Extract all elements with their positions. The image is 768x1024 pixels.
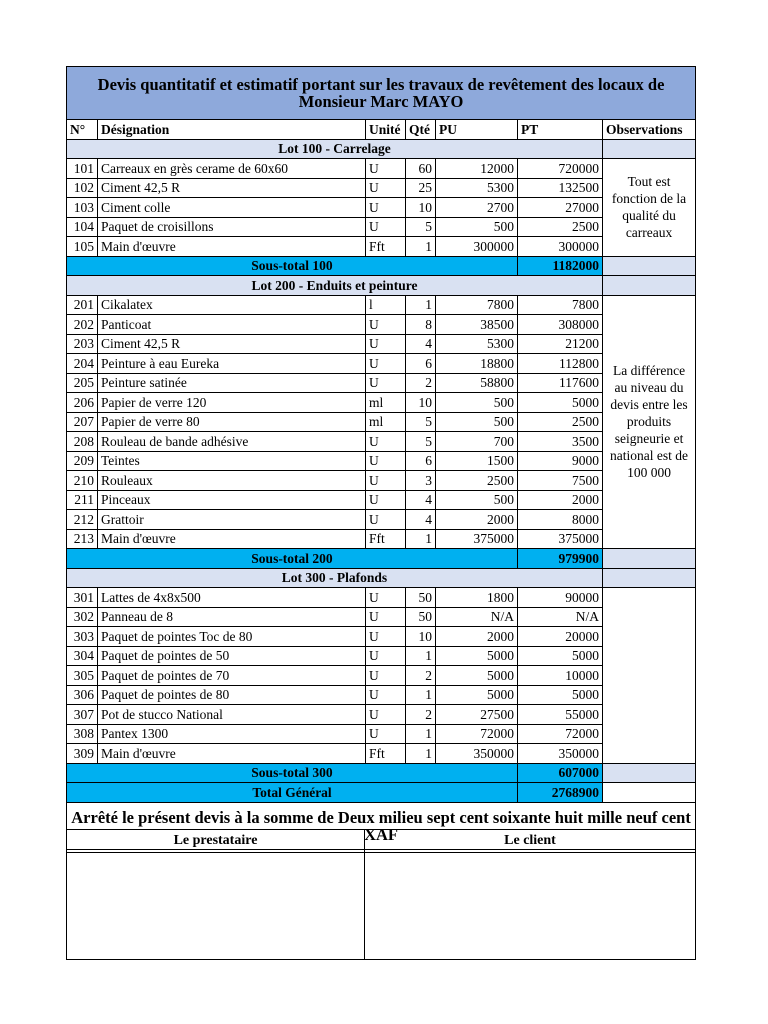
item-number: 202 xyxy=(67,315,98,335)
item-number: 208 xyxy=(67,432,98,452)
lot-observation-spacer xyxy=(603,139,696,159)
subtotal-value: 1182000 xyxy=(518,256,603,276)
subtotal-label: Sous-total 100 xyxy=(67,256,518,276)
item-quantity: 5 xyxy=(406,432,436,452)
item-number: 104 xyxy=(67,217,98,237)
item-number: 309 xyxy=(67,744,98,764)
col-header-designation: Désignation xyxy=(98,120,366,140)
item-designation: Lattes de 4x8x500 xyxy=(98,588,366,608)
item-designation: Main d'œuvre xyxy=(98,237,366,257)
item-number: 304 xyxy=(67,646,98,666)
item-quantity: 10 xyxy=(406,393,436,413)
table-row xyxy=(67,412,696,432)
table-row xyxy=(67,529,696,549)
item-unit-price: 500 xyxy=(436,490,518,510)
item-designation: Teintes xyxy=(98,451,366,471)
table-row xyxy=(67,198,696,218)
item-unit-price: 375000 xyxy=(436,529,518,549)
table-row xyxy=(67,373,696,393)
signature-table xyxy=(66,829,696,960)
table-row xyxy=(67,217,696,237)
item-number: 301 xyxy=(67,588,98,608)
item-total-price: 8000 xyxy=(518,510,603,530)
table-row xyxy=(67,588,696,608)
table-row xyxy=(67,705,696,725)
item-quantity: 1 xyxy=(406,295,436,315)
item-designation: Main d'œuvre xyxy=(98,744,366,764)
item-designation: Ciment 42,5 R xyxy=(98,178,366,198)
item-unit-price: 5300 xyxy=(436,334,518,354)
item-total-price: 117600 xyxy=(518,373,603,393)
item-quantity: 60 xyxy=(406,159,436,179)
item-unit-price: 2000 xyxy=(436,510,518,530)
item-unit-price: 500 xyxy=(436,217,518,237)
item-designation: Peinture à eau Eureka xyxy=(98,354,366,374)
item-unit-price: 2700 xyxy=(436,198,518,218)
item-quantity: 5 xyxy=(406,217,436,237)
item-unit-price: 300000 xyxy=(436,237,518,257)
item-quantity: 50 xyxy=(406,607,436,627)
item-total-price: N/A xyxy=(518,607,603,627)
table-row xyxy=(67,627,696,647)
item-designation: Paquet de croisillons xyxy=(98,217,366,237)
grand-total-row xyxy=(67,783,696,803)
item-unit: ml xyxy=(366,393,406,413)
item-total-price: 350000 xyxy=(518,744,603,764)
item-unit-price: N/A xyxy=(436,607,518,627)
item-designation: Panneau de 8 xyxy=(98,607,366,627)
client-signature-box xyxy=(365,853,696,960)
item-unit: U xyxy=(366,334,406,354)
item-unit-price: 2500 xyxy=(436,471,518,491)
item-quantity: 4 xyxy=(406,334,436,354)
item-unit-price: 12000 xyxy=(436,159,518,179)
table-row xyxy=(67,510,696,530)
table-row xyxy=(67,178,696,198)
item-number: 308 xyxy=(67,724,98,744)
item-total-price: 2500 xyxy=(518,217,603,237)
item-unit: U xyxy=(366,451,406,471)
item-unit-price: 5000 xyxy=(436,666,518,686)
item-unit: U xyxy=(366,159,406,179)
item-unit: U xyxy=(366,315,406,335)
table-row xyxy=(67,666,696,686)
item-quantity: 8 xyxy=(406,315,436,335)
item-unit-price: 27500 xyxy=(436,705,518,725)
item-designation: Pot de stucco National xyxy=(98,705,366,725)
provider-signature-label: Le prestataire xyxy=(67,830,365,853)
item-designation: Rouleau de bande adhésive xyxy=(98,432,366,452)
item-total-price: 55000 xyxy=(518,705,603,725)
item-unit-price: 1800 xyxy=(436,588,518,608)
item-total-price: 5000 xyxy=(518,685,603,705)
item-unit-price: 18800 xyxy=(436,354,518,374)
item-number: 212 xyxy=(67,510,98,530)
item-total-price: 2500 xyxy=(518,412,603,432)
item-number: 203 xyxy=(67,334,98,354)
item-number: 101 xyxy=(67,159,98,179)
lot-title: Lot 100 - Carrelage xyxy=(67,139,603,159)
item-number: 303 xyxy=(67,627,98,647)
item-total-price: 112800 xyxy=(518,354,603,374)
item-designation: Pantex 1300 xyxy=(98,724,366,744)
item-designation: Panticoat xyxy=(98,315,366,335)
item-number: 306 xyxy=(67,685,98,705)
column-header-row xyxy=(67,120,696,140)
col-header-observations: Observations xyxy=(603,120,696,140)
item-unit-price: 38500 xyxy=(436,315,518,335)
item-quantity: 50 xyxy=(406,588,436,608)
item-unit-price: 700 xyxy=(436,432,518,452)
table-row xyxy=(67,334,696,354)
item-quantity: 1 xyxy=(406,646,436,666)
item-unit: U xyxy=(366,685,406,705)
item-total-price: 90000 xyxy=(518,588,603,608)
item-unit: U xyxy=(366,217,406,237)
document-title: Devis quantitatif et estimatif portant sur les travaux de revêtement des locaux de Monsieur Marc MAYO xyxy=(67,67,696,120)
item-designation: Paquet de pointes Toc de 80 xyxy=(98,627,366,647)
table-row xyxy=(67,393,696,413)
item-unit: U xyxy=(366,471,406,491)
subtotal-label: Sous-total 300 xyxy=(67,763,518,783)
item-designation: Papier de verre 80 xyxy=(98,412,366,432)
item-designation: Paquet de pointes de 80 xyxy=(98,685,366,705)
table-row xyxy=(67,685,696,705)
item-unit: U xyxy=(366,354,406,374)
item-total-price: 72000 xyxy=(518,724,603,744)
item-unit: U xyxy=(366,490,406,510)
item-quantity: 10 xyxy=(406,198,436,218)
item-unit: l xyxy=(366,295,406,315)
table-row xyxy=(67,646,696,666)
item-unit: ml xyxy=(366,412,406,432)
lot-observation: Tout est fonction de la qualité du carreaux xyxy=(603,159,696,257)
grand-total-spacer xyxy=(603,783,696,803)
item-quantity: 1 xyxy=(406,237,436,257)
item-designation: Ciment colle xyxy=(98,198,366,218)
item-unit: Fft xyxy=(366,529,406,549)
item-number: 105 xyxy=(67,237,98,257)
item-number: 103 xyxy=(67,198,98,218)
item-number: 102 xyxy=(67,178,98,198)
table-row xyxy=(67,159,696,179)
item-total-price: 9000 xyxy=(518,451,603,471)
item-quantity: 2 xyxy=(406,373,436,393)
item-unit: U xyxy=(366,666,406,686)
item-total-price: 7800 xyxy=(518,295,603,315)
item-unit: U xyxy=(366,724,406,744)
item-number: 302 xyxy=(67,607,98,627)
item-number: 206 xyxy=(67,393,98,413)
item-quantity: 2 xyxy=(406,666,436,686)
item-number: 211 xyxy=(67,490,98,510)
subtotal-label: Sous-total 200 xyxy=(67,549,518,569)
item-quantity: 1 xyxy=(406,744,436,764)
subtotal-row xyxy=(67,763,696,783)
item-designation: Main d'œuvre xyxy=(98,529,366,549)
item-unit-price: 5000 xyxy=(436,685,518,705)
item-unit-price: 72000 xyxy=(436,724,518,744)
item-number: 204 xyxy=(67,354,98,374)
col-header-quantity: Qté xyxy=(406,120,436,140)
table-row xyxy=(67,451,696,471)
item-unit-price: 1500 xyxy=(436,451,518,471)
item-unit: U xyxy=(366,373,406,393)
col-header-unit: Unité xyxy=(366,120,406,140)
item-designation: Peinture satinée xyxy=(98,373,366,393)
item-unit-price: 7800 xyxy=(436,295,518,315)
item-quantity: 1 xyxy=(406,685,436,705)
item-total-price: 27000 xyxy=(518,198,603,218)
item-designation: Cikalatex xyxy=(98,295,366,315)
table-row xyxy=(67,471,696,491)
lot-observation-spacer xyxy=(603,276,696,296)
item-quantity: 1 xyxy=(406,529,436,549)
col-header-number: N° xyxy=(67,120,98,140)
item-unit: U xyxy=(366,510,406,530)
item-unit: U xyxy=(366,588,406,608)
item-quantity: 1 xyxy=(406,724,436,744)
subtotal-observation-spacer xyxy=(603,763,696,783)
table-row xyxy=(67,315,696,335)
item-quantity: 5 xyxy=(406,412,436,432)
item-total-price: 21200 xyxy=(518,334,603,354)
table-row xyxy=(67,432,696,452)
item-quantity: 2 xyxy=(406,705,436,725)
lot-title: Lot 300 - Plafonds xyxy=(67,568,603,588)
item-total-price: 5000 xyxy=(518,646,603,666)
subtotal-observation-spacer xyxy=(603,256,696,276)
item-number: 307 xyxy=(67,705,98,725)
item-unit: U xyxy=(366,607,406,627)
item-designation: Rouleaux xyxy=(98,471,366,491)
item-unit-price: 5300 xyxy=(436,178,518,198)
item-unit-price: 350000 xyxy=(436,744,518,764)
client-signature-label: Le client xyxy=(365,830,696,853)
grand-total-value: 2768900 xyxy=(518,783,603,803)
item-total-price: 720000 xyxy=(518,159,603,179)
lot-observation xyxy=(603,588,696,764)
item-unit: Fft xyxy=(366,744,406,764)
item-unit: U xyxy=(366,178,406,198)
lot-observation-spacer xyxy=(603,568,696,588)
item-unit: Fft xyxy=(366,237,406,257)
col-header-unit-price: PU xyxy=(436,120,518,140)
lot-title: Lot 200 - Enduits et peinture xyxy=(67,276,603,296)
item-number: 209 xyxy=(67,451,98,471)
item-number: 201 xyxy=(67,295,98,315)
item-unit-price: 5000 xyxy=(436,646,518,666)
item-total-price: 7500 xyxy=(518,471,603,491)
table-row xyxy=(67,724,696,744)
item-quantity: 10 xyxy=(406,627,436,647)
item-total-price: 300000 xyxy=(518,237,603,257)
subtotal-value: 979900 xyxy=(518,549,603,569)
col-header-total-price: PT xyxy=(518,120,603,140)
item-quantity: 25 xyxy=(406,178,436,198)
item-quantity: 6 xyxy=(406,354,436,374)
table-row xyxy=(67,490,696,510)
item-designation: Ciment 42,5 R xyxy=(98,334,366,354)
item-total-price: 308000 xyxy=(518,315,603,335)
lot-header-row xyxy=(67,276,696,296)
item-quantity: 6 xyxy=(406,451,436,471)
item-number: 213 xyxy=(67,529,98,549)
subtotal-row xyxy=(67,549,696,569)
item-total-price: 375000 xyxy=(518,529,603,549)
table-row xyxy=(67,354,696,374)
grand-total-label: Total Général xyxy=(67,783,518,803)
provider-signature-box xyxy=(67,853,365,960)
quote-table xyxy=(66,66,696,850)
table-row xyxy=(67,607,696,627)
item-designation: Pinceaux xyxy=(98,490,366,510)
item-unit-price: 2000 xyxy=(436,627,518,647)
table-row xyxy=(67,295,696,315)
item-designation: Paquet de pointes de 70 xyxy=(98,666,366,686)
subtotal-row xyxy=(67,256,696,276)
item-quantity: 3 xyxy=(406,471,436,491)
lot-header-row xyxy=(67,568,696,588)
item-unit: U xyxy=(366,432,406,452)
item-unit: U xyxy=(366,627,406,647)
item-total-price: 3500 xyxy=(518,432,603,452)
item-total-price: 5000 xyxy=(518,393,603,413)
item-designation: Paquet de pointes de 50 xyxy=(98,646,366,666)
item-quantity: 4 xyxy=(406,510,436,530)
item-number: 205 xyxy=(67,373,98,393)
item-unit-price: 500 xyxy=(436,393,518,413)
amount-in-words: Arrêté le présent devis à la somme de Deux milieu sept cent soixante huit mille neuf cent XAF xyxy=(67,802,696,849)
item-unit-price: 500 xyxy=(436,412,518,432)
item-unit-price: 58800 xyxy=(436,373,518,393)
item-unit: U xyxy=(366,198,406,218)
table-row xyxy=(67,744,696,764)
subtotal-value: 607000 xyxy=(518,763,603,783)
item-total-price: 20000 xyxy=(518,627,603,647)
lot-observation: La différence au niveau du devis entre les produits seigneurie et national est de 100 000 xyxy=(603,295,696,549)
item-total-price: 2000 xyxy=(518,490,603,510)
item-number: 207 xyxy=(67,412,98,432)
item-unit: U xyxy=(366,646,406,666)
item-unit: U xyxy=(366,705,406,725)
item-total-price: 132500 xyxy=(518,178,603,198)
subtotal-observation-spacer xyxy=(603,549,696,569)
item-designation: Papier de verre 120 xyxy=(98,393,366,413)
table-row xyxy=(67,237,696,257)
item-designation: Grattoir xyxy=(98,510,366,530)
item-quantity: 4 xyxy=(406,490,436,510)
item-number: 210 xyxy=(67,471,98,491)
item-total-price: 10000 xyxy=(518,666,603,686)
item-number: 305 xyxy=(67,666,98,686)
lot-header-row xyxy=(67,139,696,159)
item-designation: Carreaux en grès cerame de 60x60 xyxy=(98,159,366,179)
